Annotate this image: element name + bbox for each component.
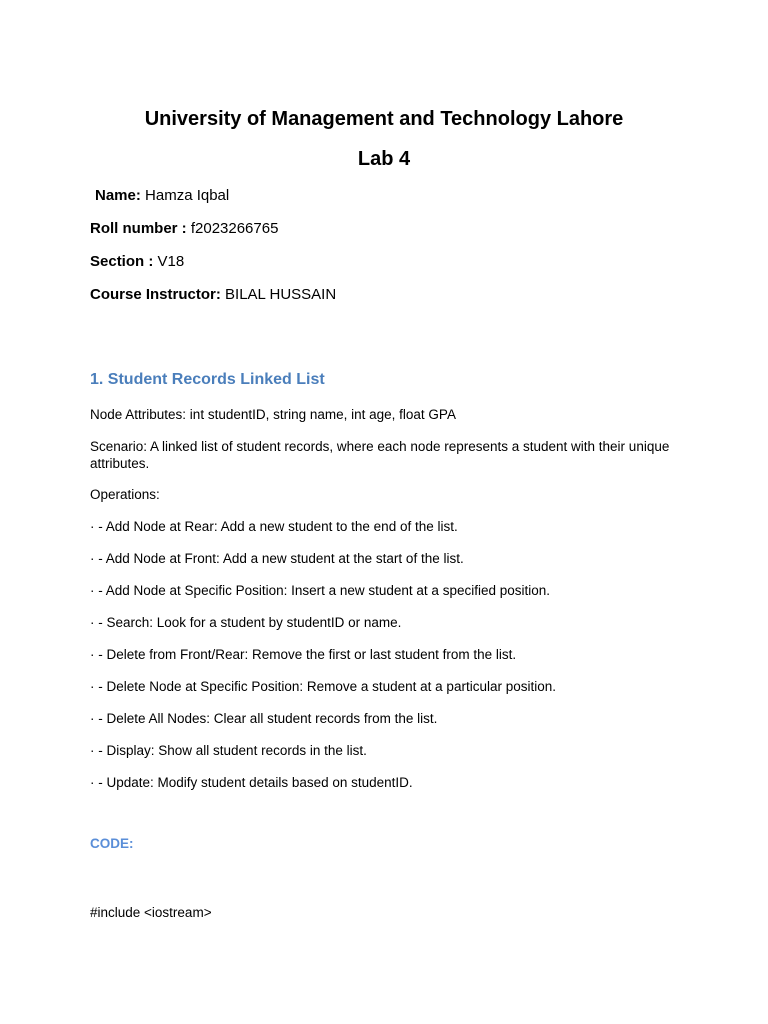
scenario-text: Scenario: A linked list of student records, where each node represents a student with their unique attributes. [90,439,670,471]
operation-item: · - Delete All Nodes: Clear all student records from the list. [90,711,438,726]
operation-item: · - Delete from Front/Rear: Remove the first or last student from the list. [90,647,517,662]
operation-item: · - Add Node at Front: Add a new student at the start of the list. [90,551,464,566]
roll-number-field [90,220,278,237]
roll-number-value: f2023266765 [186,220,279,237]
operation-item: · - Add Node at Specific Position: Insert a new student at a specified position. [90,583,551,598]
operation-item: · - Add Node at Rear: Add a new student to the end of the list. [90,519,458,534]
name-field [95,187,229,204]
section-value: V18 [153,253,185,270]
lab-title: Lab 4 [357,148,411,170]
operations-label: Operations: [90,487,160,502]
university-title: University of Management and Technology Lahore [144,108,624,130]
node-attributes-text: Node Attributes: int studentID, string name, int age, float GPA [90,407,456,422]
section-label: Section : [90,253,154,270]
code-line: #include <iostream> [90,905,212,920]
operation-item: · - Display: Show all student records in the list. [90,743,367,758]
roll-number-label: Roll number : [90,220,187,237]
section-heading: 1. Student Records Linked List [90,371,325,388]
section-field [90,253,184,270]
name-label: Name: [95,187,141,204]
instructor-field [90,286,336,303]
name-value: Hamza Iqbal [140,187,230,204]
operation-item: · - Update: Modify student details based on studentID. [90,775,413,790]
operation-item: · - Delete Node at Specific Position: Remove a student at a particular position. [90,679,556,694]
operation-item: · - Search: Look for a student by studentID or name. [90,615,402,630]
instructor-value: BILAL HUSSAIN [220,286,337,303]
code-label: CODE: [90,836,134,851]
instructor-label: Course Instructor: [90,286,221,303]
